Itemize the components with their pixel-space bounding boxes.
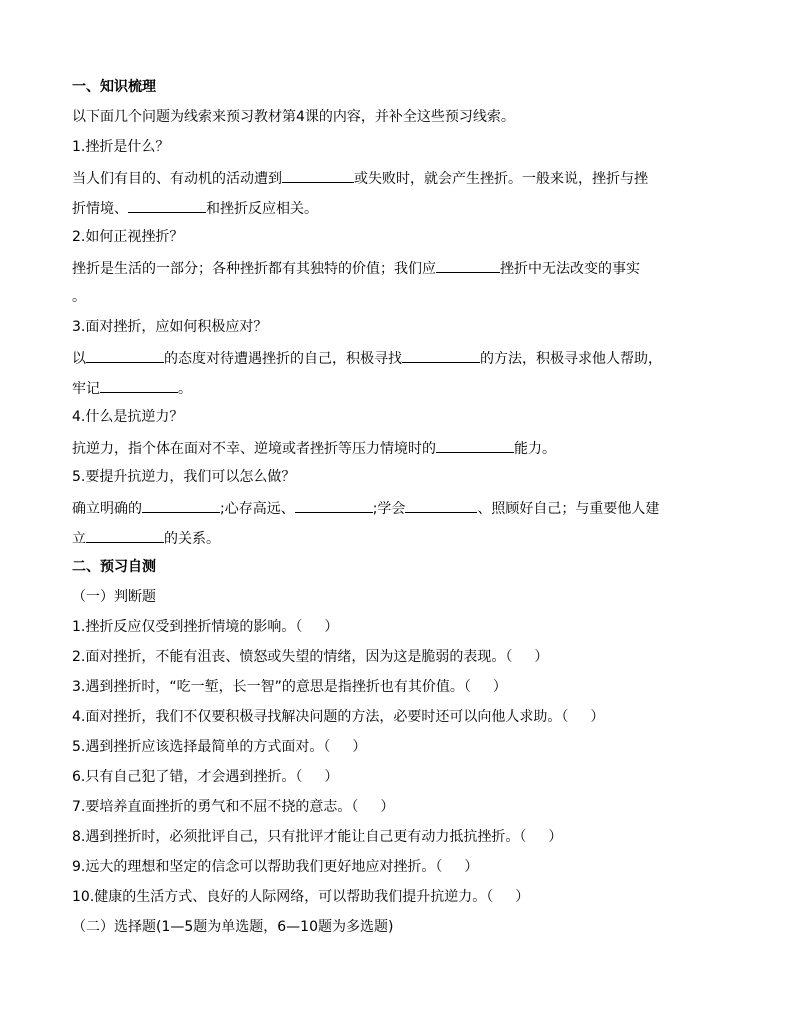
text-segment: 的关系。 <box>164 531 220 547</box>
answer-parenthesis[interactable] <box>330 738 366 756</box>
text-segment: 。 <box>178 381 192 397</box>
text-segment: 挫折是生活的一部分；各种挫折都有其独特的价值；我们应 <box>72 261 436 277</box>
question-title: 4.什么是抗逆力？ <box>72 409 184 425</box>
judgment-item <box>72 768 338 786</box>
part-title-choice: （二）选择题(1—5题为单选题，6—10题为多选题) <box>72 919 394 935</box>
text-segment: 和挫折反应相关。 <box>206 201 318 217</box>
paren-close: ） <box>515 889 530 905</box>
judgment-text: 10.健康的生活方式、良好的人际网络，可以帮助我们提升抗逆力。（ <box>72 889 494 905</box>
answer-blank[interactable] <box>86 348 164 363</box>
text-segment: ;心存高远、 <box>220 501 295 517</box>
answer-blank[interactable] <box>402 348 480 363</box>
fill-line <box>72 348 662 368</box>
text-segment: 挫折中无法改变的事实 <box>500 261 640 277</box>
judgment-text: 9.远大的理想和坚定的信念可以帮助我们更好地应对挫折。（ <box>72 859 443 875</box>
judgment-item <box>72 828 562 846</box>
answer-parenthesis[interactable] <box>302 768 338 786</box>
judgment-item <box>72 888 529 906</box>
answer-parenthesis[interactable] <box>302 618 338 636</box>
text-segment: 以 <box>72 351 86 367</box>
question-title: 3.面对挫折，应如何积极应对？ <box>72 319 268 335</box>
judgment-item <box>72 798 394 816</box>
text-segment: 能力。 <box>514 441 556 457</box>
question-title: 2.如何正视挫折？ <box>72 229 184 245</box>
judgment-text: 4.面对挫折，我们不仅要积极寻找解决问题的方法，必要时还可以向他人求助。（ <box>72 709 569 725</box>
text-segment: 的态度对待遭遇挫折的自己，积极寻找 <box>164 351 402 367</box>
text-segment: 、照顾好自己；与重要他人建 <box>477 501 660 517</box>
fill-line <box>72 378 192 398</box>
paren-close: ） <box>534 649 549 665</box>
paren-close: ） <box>548 829 563 845</box>
answer-parenthesis[interactable] <box>512 648 548 666</box>
answer-parenthesis[interactable] <box>526 828 562 846</box>
fill-line <box>72 498 659 518</box>
paren-close: ） <box>464 859 479 875</box>
text-segment: 抗逆力，指个体在面对不幸、逆境或者挫折等压力情境时的 <box>72 441 436 457</box>
judgment-text: 5.遇到挫折应该选择最简单的方式面对。（ <box>72 739 331 755</box>
answer-parenthesis[interactable] <box>358 798 394 816</box>
judgment-item <box>72 618 338 636</box>
paren-close: ） <box>324 769 339 785</box>
text-segment: 。 <box>72 289 86 305</box>
text-segment: 折情境、 <box>72 201 128 217</box>
answer-blank[interactable] <box>282 168 354 183</box>
answer-parenthesis[interactable] <box>493 888 529 906</box>
paren-close: ） <box>324 619 339 635</box>
paren-close: ） <box>492 679 507 695</box>
section-intro: 以下面几个问题为线索来预习教材第4课的内容，并补全这些预习线索。 <box>72 109 515 125</box>
part-title-judgment: （一）判断题 <box>72 589 156 605</box>
answer-parenthesis[interactable] <box>471 678 507 696</box>
text-segment: 立 <box>72 531 86 547</box>
text-segment: 的方法，积极寻求他人帮助， <box>480 351 662 367</box>
text-segment: 或失败时，就会产生挫折。一般来说，挫折与挫 <box>354 171 648 187</box>
judgment-item <box>72 738 366 756</box>
section-heading-knowledge: 一、知识梳理 <box>72 79 156 95</box>
answer-parenthesis[interactable] <box>568 708 604 726</box>
text-segment: 当人们有目的、有动机的活动遭到 <box>72 171 282 187</box>
answer-blank[interactable] <box>295 498 373 513</box>
answer-blank[interactable] <box>436 258 500 273</box>
paren-close: ） <box>380 799 395 815</box>
question-title: 1.挫折是什么？ <box>72 139 170 155</box>
answer-blank[interactable] <box>128 198 206 213</box>
answer-blank[interactable] <box>142 498 220 513</box>
answer-blank[interactable] <box>100 378 178 393</box>
answer-blank[interactable] <box>436 438 514 453</box>
question-title: 5.要提升抗逆力，我们可以怎么做？ <box>72 469 296 485</box>
text-segment: 确立明确的 <box>72 501 142 517</box>
judgment-text: 6.只有自己犯了错，才会遇到挫折。（ <box>72 769 303 785</box>
text-segment: ;学会 <box>372 501 406 517</box>
judgment-text: 7.要培养直面挫折的勇气和不屈不挠的意志。（ <box>72 799 359 815</box>
section-heading-self-test: 二、预习自测 <box>72 559 156 575</box>
answer-parenthesis[interactable] <box>442 858 478 876</box>
fill-line <box>72 438 556 458</box>
fill-line <box>72 258 640 278</box>
judgment-text: 3.遇到挫折时，“吃一堑，长一智”的意思是指挫折也有其价值。（ <box>72 679 471 695</box>
paren-close: ） <box>590 709 605 725</box>
fill-line <box>72 168 648 188</box>
judgment-text: 8.遇到挫折时，必须批评自己，只有批评才能让自己更有动力抵抗挫折。（ <box>72 829 527 845</box>
judgment-item <box>72 678 507 696</box>
judgment-text: 1.挫折反应仅受到挫折情境的影响。（ <box>72 619 303 635</box>
judgment-text: 2.面对挫折，不能有沮丧、愤怒或失望的情绪，因为这是脆弱的表现。（ <box>72 649 513 665</box>
fill-line <box>72 198 318 218</box>
fill-line <box>72 528 220 548</box>
answer-blank[interactable] <box>86 528 164 543</box>
paren-close: ） <box>352 739 367 755</box>
judgment-item <box>72 648 548 666</box>
judgment-item <box>72 708 604 726</box>
fill-line <box>72 288 86 306</box>
answer-blank[interactable] <box>405 498 477 513</box>
text-segment: 牢记 <box>72 381 100 397</box>
judgment-item <box>72 858 478 876</box>
